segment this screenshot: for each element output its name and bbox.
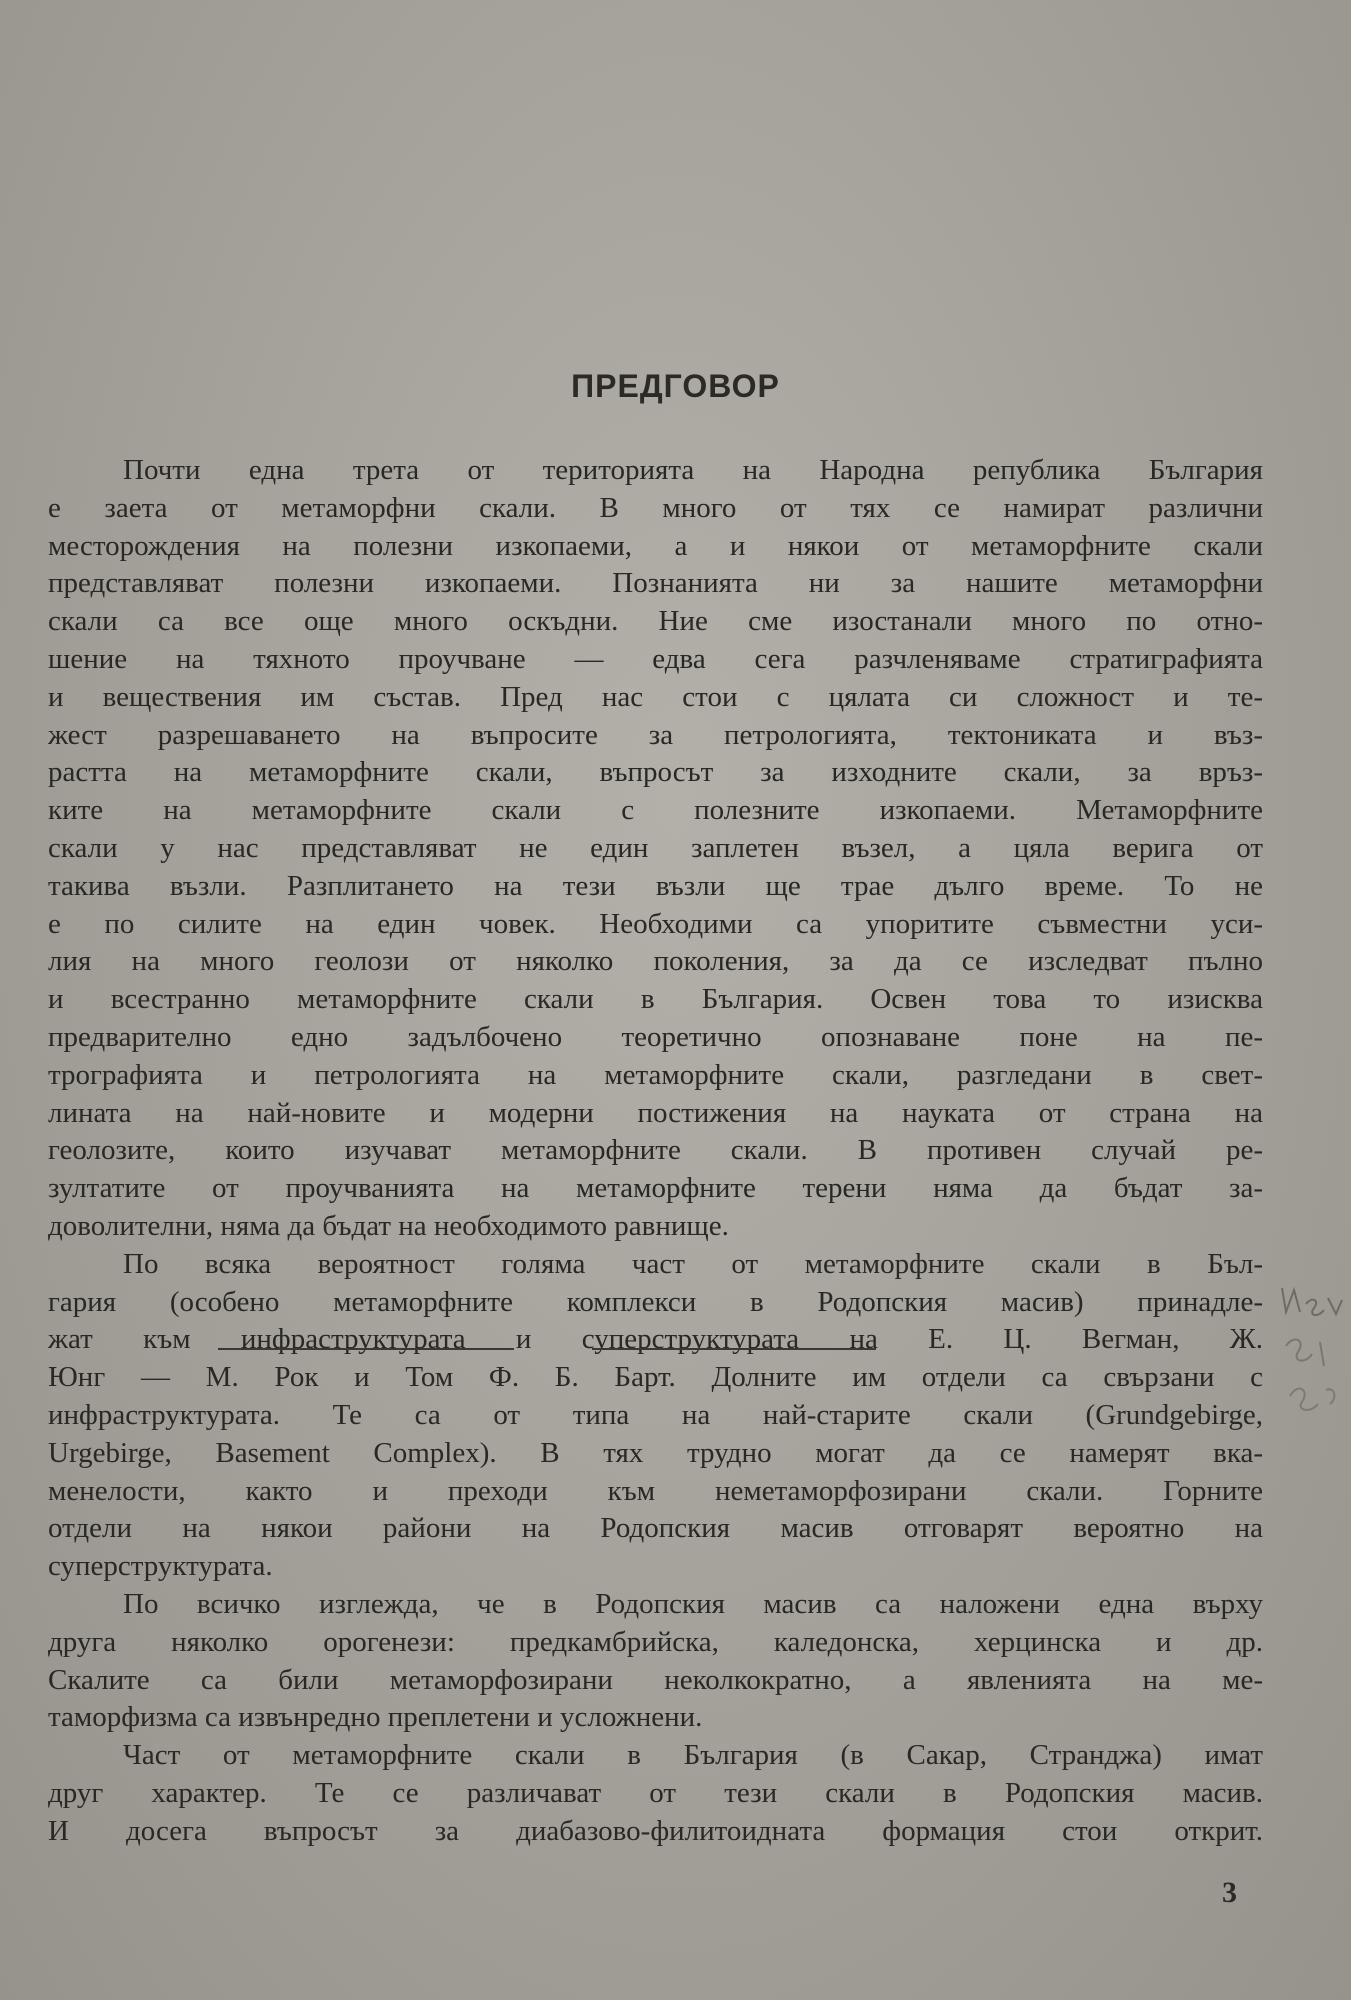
- text-line: скали у нас представляват не един заплетен възел, а цяла верига от: [48, 831, 1263, 864]
- pen-underline: [592, 1348, 876, 1350]
- text-line: друга няколко орогенези: предкамбрийска, каледонска, херцинска и др.: [48, 1625, 1263, 1658]
- text-line: таморфизма са извънредно преплетени и усложнени.: [48, 1701, 703, 1734]
- text-line: лия на много геолози от няколко поколения, за да се изследват пълно: [48, 945, 1263, 978]
- text-line: инфраструктурата. Те са от типа на най-старите скали (Grundgebirge,: [48, 1398, 1263, 1431]
- text-line: представляват полезни изкопаеми. Познанията ни за нашите метаморфни: [48, 567, 1263, 600]
- pen-underline: [218, 1348, 514, 1350]
- text-line: Скалите са били метаморфозирани неколкократно, а явленията на ме-: [48, 1663, 1263, 1696]
- text-line: и веществения им състав. Пред нас стои с цялата си сложност и те-: [48, 680, 1263, 713]
- margin-handwriting: [1276, 1278, 1346, 1428]
- text-line: скали са все още много оскъдни. Ние сме изостанали много по отно-: [48, 605, 1263, 638]
- page-number: 3: [1222, 1876, 1237, 1909]
- text-line: растта на метаморфните скали, въпросът за изходните скали, за връз-: [48, 756, 1263, 789]
- text-line: такива възли. Разплитането на тези възли ще трае дълго време. То не: [48, 869, 1263, 902]
- text-line: лината на най-новите и модерни постижения на науката от страна на: [48, 1096, 1263, 1129]
- text-line: е заета от метаморфни скали. В много от тях се намират различни: [48, 491, 1263, 524]
- text-line: Юнг — М. Рок и Том Ф. Б. Барт. Долните им отдели са свързани с: [48, 1361, 1263, 1394]
- text-line: месторождения на полезни изкопаеми, а и някои от метаморфните скали: [48, 529, 1263, 562]
- text-line: геолозите, които изучават метаморфните скали. В противен случай ре-: [48, 1134, 1263, 1167]
- text-line: жат към инфраструктурата и суперструктурата на Е. Ц. Вегман, Ж.: [48, 1323, 1263, 1356]
- page-title: ПРЕДГОВОР: [571, 368, 780, 404]
- text-line: и всестранно метаморфните скали в България. Освен това то изисква: [48, 983, 1263, 1016]
- text-line: ките на метаморфните скали с полезните изкопаеми. Метаморфните: [48, 794, 1263, 827]
- text-line: трографията и петрологията на метаморфните скали, разгледани в свет-: [48, 1058, 1263, 1091]
- text-line: шение на тяхното проучване — едва сега разчленяваме стратиграфията: [48, 642, 1263, 675]
- text-line: И досега въпросът за диабазово-филитоидната формация стои открит.: [48, 1814, 1263, 1847]
- text-line: Част от метаморфните скали в България (в Сакар, Странджа) имат: [123, 1739, 1263, 1772]
- handwriting-scribble-icon: [1276, 1278, 1346, 1428]
- text-line: жест разрешаването на въпросите за петрологията, тектониката и въз-: [48, 718, 1263, 751]
- text-line: зултатите от проучванията на метаморфните терени няма да бъдат за-: [48, 1172, 1263, 1205]
- text-line: е по силите на един човек. Необходими са упоритите съвместни уси-: [48, 907, 1263, 940]
- text-line: отдели на някои райони на Родопския масив отговарят вероятно на: [48, 1512, 1263, 1545]
- text-line: доволителни, няма да бъдат на необходимото равнище.: [48, 1209, 729, 1242]
- text-line: суперструктурата.: [48, 1550, 273, 1583]
- text-line: гария (особено метаморфните комплекси в Родопския масив) принадле-: [48, 1285, 1263, 1318]
- text-line: По всяка вероятност голяма част от метаморфните скали в Бъл-: [123, 1247, 1263, 1280]
- text-line: менелости, както и преходи към неметаморфозирани скали. Горните: [48, 1474, 1263, 1507]
- text-line: предварително едно задълбочено теоретично опознаване поне на пе-: [48, 1020, 1263, 1053]
- preface-body: [48, 452, 1263, 1850]
- text-line: По всичко изглежда, че в Родопския масив са наложени една върху: [123, 1587, 1263, 1620]
- text-line: Urgebirge, Basement Complex). В тях трудно могат да се намерят вка-: [48, 1436, 1263, 1469]
- text-line: Почти една трета от територията на Народна република България: [123, 454, 1263, 486]
- text-line: друг характер. Те се различават от тези скали в Родопския масив.: [48, 1776, 1263, 1809]
